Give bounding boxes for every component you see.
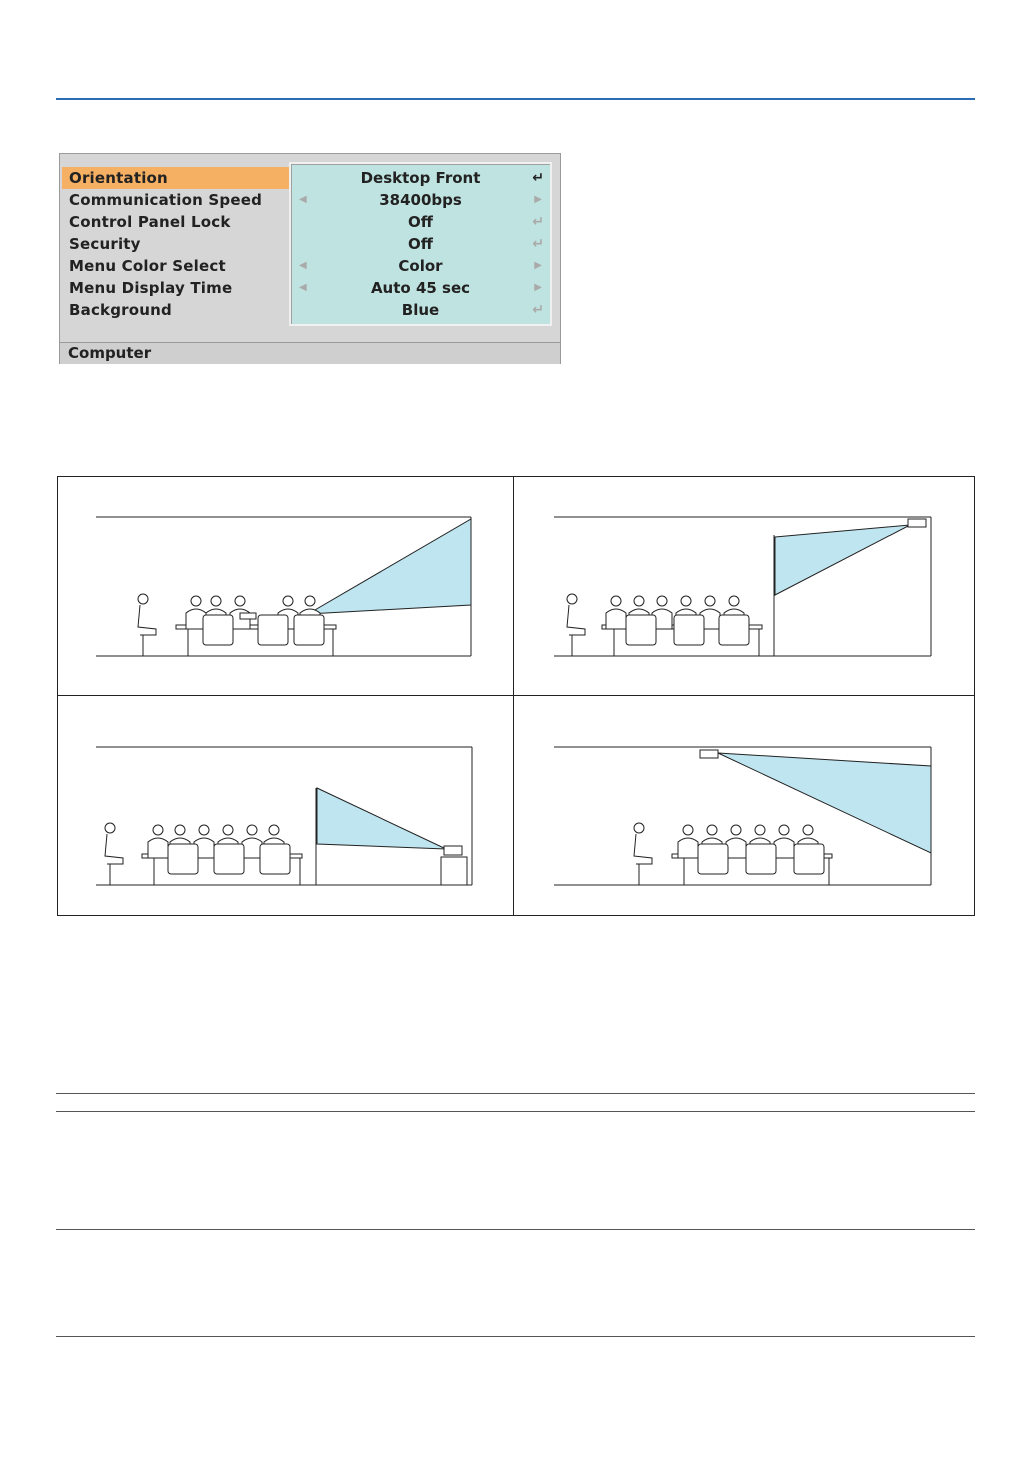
menu-item-security[interactable]: Security <box>69 235 141 253</box>
menu-values-panel <box>289 162 552 326</box>
menu-item-orientation[interactable]: Orientation <box>62 167 345 189</box>
projector-ceiling <box>908 519 926 527</box>
projector-ceiling <box>700 750 718 758</box>
top-accent-rule <box>56 98 975 100</box>
value-communication-speed[interactable] <box>291 189 550 211</box>
diagram-desktop-rear <box>58 696 514 915</box>
value-text: Off <box>408 235 433 253</box>
audience <box>105 823 302 885</box>
left-arrow-icon[interactable]: ◀ <box>299 260 307 271</box>
menu-item-communication-speed[interactable]: Communication Speed <box>69 191 263 209</box>
projection-beam <box>308 519 471 614</box>
value-background[interactable] <box>291 299 550 321</box>
table-rule <box>56 1229 975 1230</box>
value-menu-color-select[interactable] <box>291 255 550 277</box>
audience <box>567 594 762 656</box>
value-orientation[interactable] <box>291 167 550 189</box>
value-text: Blue <box>401 301 440 319</box>
diagram-ceiling-front <box>514 696 970 915</box>
enter-icon[interactable]: ↵ <box>532 214 544 230</box>
right-arrow-icon[interactable]: ▶ <box>534 282 542 293</box>
audience <box>634 823 832 885</box>
diagram-desktop-front <box>58 477 514 696</box>
value-text: Desktop Front <box>360 169 481 187</box>
menu-item-background[interactable]: Background <box>69 301 172 319</box>
projection-beam <box>317 788 446 849</box>
menu-item-menu-color-select[interactable]: Menu Color Select <box>69 257 226 275</box>
value-text: Off <box>408 213 433 231</box>
orientation-diagrams <box>57 476 975 916</box>
projector-table <box>444 846 462 855</box>
right-arrow-icon[interactable]: ▶ <box>534 194 542 205</box>
table-rule <box>56 1093 975 1094</box>
left-arrow-icon[interactable]: ◀ <box>299 282 307 293</box>
value-menu-display-time[interactable] <box>291 277 550 299</box>
enter-icon[interactable]: ↵ <box>532 236 544 252</box>
setup-menu <box>59 153 561 364</box>
menu-footer-label: Computer <box>68 344 152 362</box>
projection-beam <box>718 753 931 853</box>
audience <box>138 594 336 656</box>
value-security[interactable] <box>291 233 550 255</box>
enter-icon[interactable]: ↵ <box>532 170 544 186</box>
enter-icon[interactable]: ↵ <box>532 302 544 318</box>
value-control-panel-lock[interactable] <box>291 211 550 233</box>
table-rule <box>56 1336 975 1337</box>
right-arrow-icon[interactable]: ▶ <box>534 260 542 271</box>
menu-item-control-panel-lock[interactable]: Control Panel Lock <box>69 213 231 231</box>
left-arrow-icon[interactable]: ◀ <box>299 194 307 205</box>
value-text: Auto 45 sec <box>370 279 471 297</box>
projection-beam <box>775 525 910 595</box>
table-rule <box>56 1111 975 1112</box>
menu-footer[interactable] <box>60 342 560 364</box>
value-text: Color <box>398 257 443 275</box>
diagram-ceiling-rear <box>514 477 970 696</box>
menu-item-menu-display-time[interactable]: Menu Display Time <box>69 279 233 297</box>
value-text: 38400bps <box>379 191 462 209</box>
